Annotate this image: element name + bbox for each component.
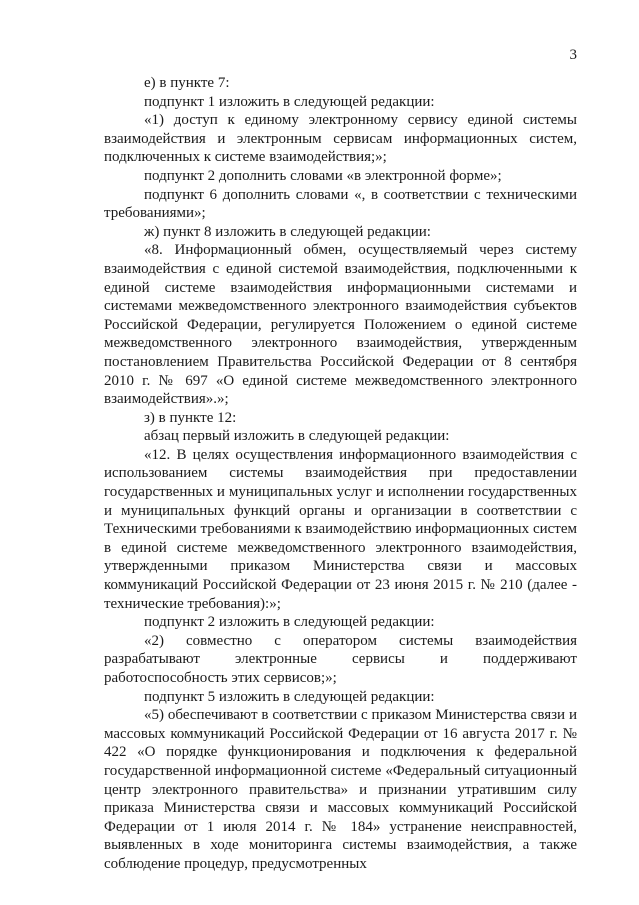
paragraph: подпункт 6 дополнить словами «, в соответствии с техническими требованиями»; <box>104 186 577 222</box>
paragraph: подпункт 2 изложить в следующей редакции: <box>144 614 435 631</box>
paragraph: «2) совместно с оператором системы взаимодействия разрабатывают электронные сервисы и поддерживают работоспособность этих сервисов;»; <box>104 632 577 686</box>
paragraph: «5) обеспечивают в соответствии с приказом Министерства связи и массовых коммуникаций Российской Федерации от 16 августа 2017 г. № 422 «О порядке функционирования и подключения к федеральной государственной информационной системе «Федеральный ситуационный центр электронного правительства» и признании утратившим силу приказа Министерства связи и массовых коммуникаций Российской Федерации от 1 июля 2014 г. № 184» устранение неисправностей, выявленных в ходе мониторинга системы взаимодействия, а также соблюдение процедур, предусмотренных <box>104 707 577 872</box>
paragraph: «12. В целях осуществления информационного взаимодействия с использованием системы взаимодействия при предоставлении государственных и муниципальных услуг и исполнении государственных и муниципальных функций органы и организации в соответствии с Техническими требованиями к взаимодействию информационных систем в единой системе межведомственного электронного взаимодействия, утвержденными приказом Министерства связи и массовых коммуникаций Российской Федерации от 23 июня 2015 г. № 210 (далее - технические требования):»; <box>104 446 577 612</box>
paragraph: подпункт 2 дополнить словами «в электронной форме»; <box>144 167 502 184</box>
paragraph: подпункт 5 изложить в следующей редакции: <box>144 688 435 705</box>
paragraph: з) в пункте 12: <box>144 409 237 426</box>
page-number: 3 <box>569 47 577 63</box>
paragraph: «1) доступ к единому электронному сервису единой системы взаимодействия и электронным сервисам информационных систем, подключенных к системе взаимодействия;»; <box>104 112 577 166</box>
paragraph: е) в пункте 7: <box>144 75 230 91</box>
paragraph: абзац первый изложить в следующей редакции: <box>144 428 450 445</box>
paragraph: ж) пункт 8 изложить в следующей редакции: <box>144 223 431 240</box>
document-body <box>104 74 577 874</box>
paragraph: «8. Информационный обмен, осуществляемый через систему взаимодействия с единой системой взаимодействия, подключенными к единой системе взаимодействия информационными системами и системами межведомственного электронного взаимодействия субъектов Российской Федерации, регулируется Положением о единой системе межведомственного электронного взаимодействия, утвержденным постановлением Правительства Российской Федерации от 8 сентября 2010 г. № 697 «О единой системе межведомственного электронного взаимодействия».»; <box>104 242 577 408</box>
paragraph: подпункт 1 изложить в следующей редакции: <box>144 93 435 110</box>
